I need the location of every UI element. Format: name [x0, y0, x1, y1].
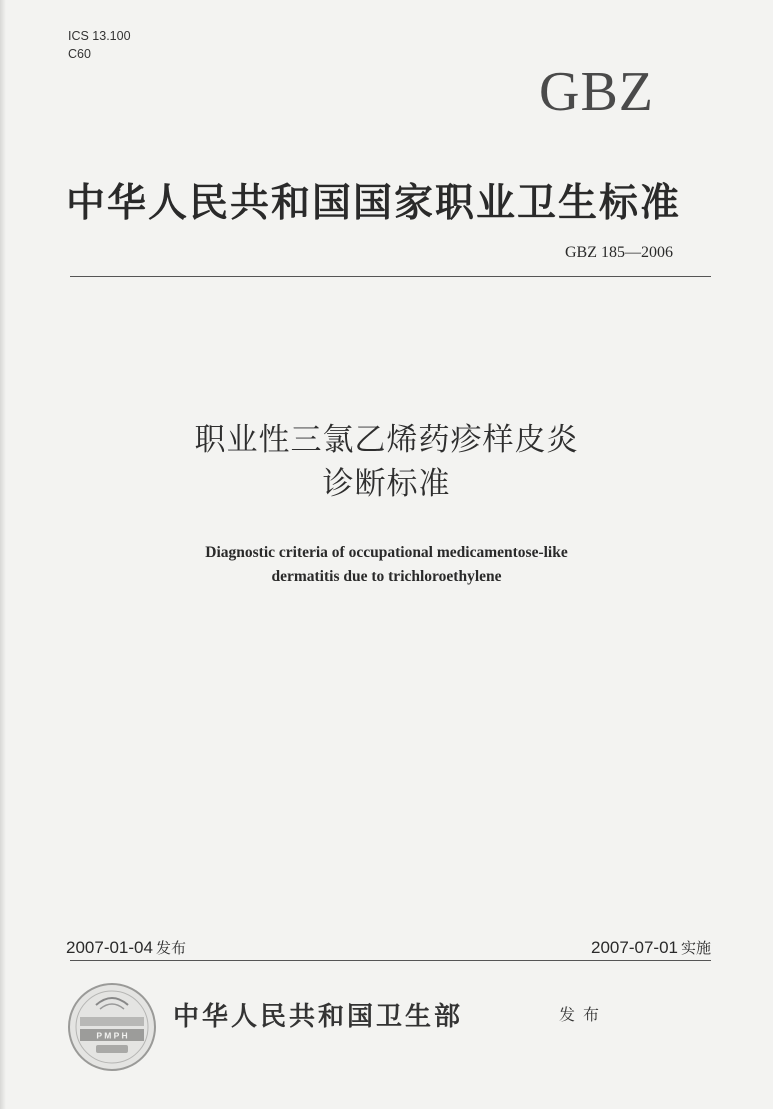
title-cn-line2: 诊断标准 — [322, 466, 451, 502]
top-divider — [70, 276, 711, 277]
title-en-line2: dermatitis due to trichloroethylene — [271, 568, 502, 585]
issue-date-value: 2007-01-04 — [66, 938, 153, 957]
gbz-mark: GBZ — [539, 61, 654, 123]
effective-date-label: 实施 — [680, 940, 711, 957]
effective-date-value: 2007-07-01 — [591, 938, 678, 957]
issuer-name: 中华人民共和国卫生部 — [173, 1002, 464, 1032]
document-title-cn — [0, 418, 773, 506]
issue-date-label: 发布 — [155, 940, 186, 957]
publisher-logo-icon — [66, 981, 158, 1073]
logo-pmph-text: P M P H — [96, 1030, 128, 1041]
ccs-code: C60 — [68, 47, 91, 61]
title-en-line1: Diagnostic criteria of occupational medicamentose-like — [205, 544, 568, 561]
bottom-divider — [70, 960, 711, 961]
effective-date — [591, 937, 711, 958]
document-title-en — [0, 541, 773, 589]
issue-date — [66, 937, 186, 958]
classification-block — [68, 27, 131, 63]
title-cn-line1: 职业性三氯乙烯药疹样皮炎 — [194, 422, 579, 458]
issuer-suffix: 发布 — [559, 1005, 608, 1024]
standard-number: GBZ 185—2006 — [565, 244, 673, 261]
ics-code: ICS 13.100 — [68, 29, 131, 43]
standard-category-title: 中华人民共和国国家职业卫生标准 — [66, 180, 682, 226]
